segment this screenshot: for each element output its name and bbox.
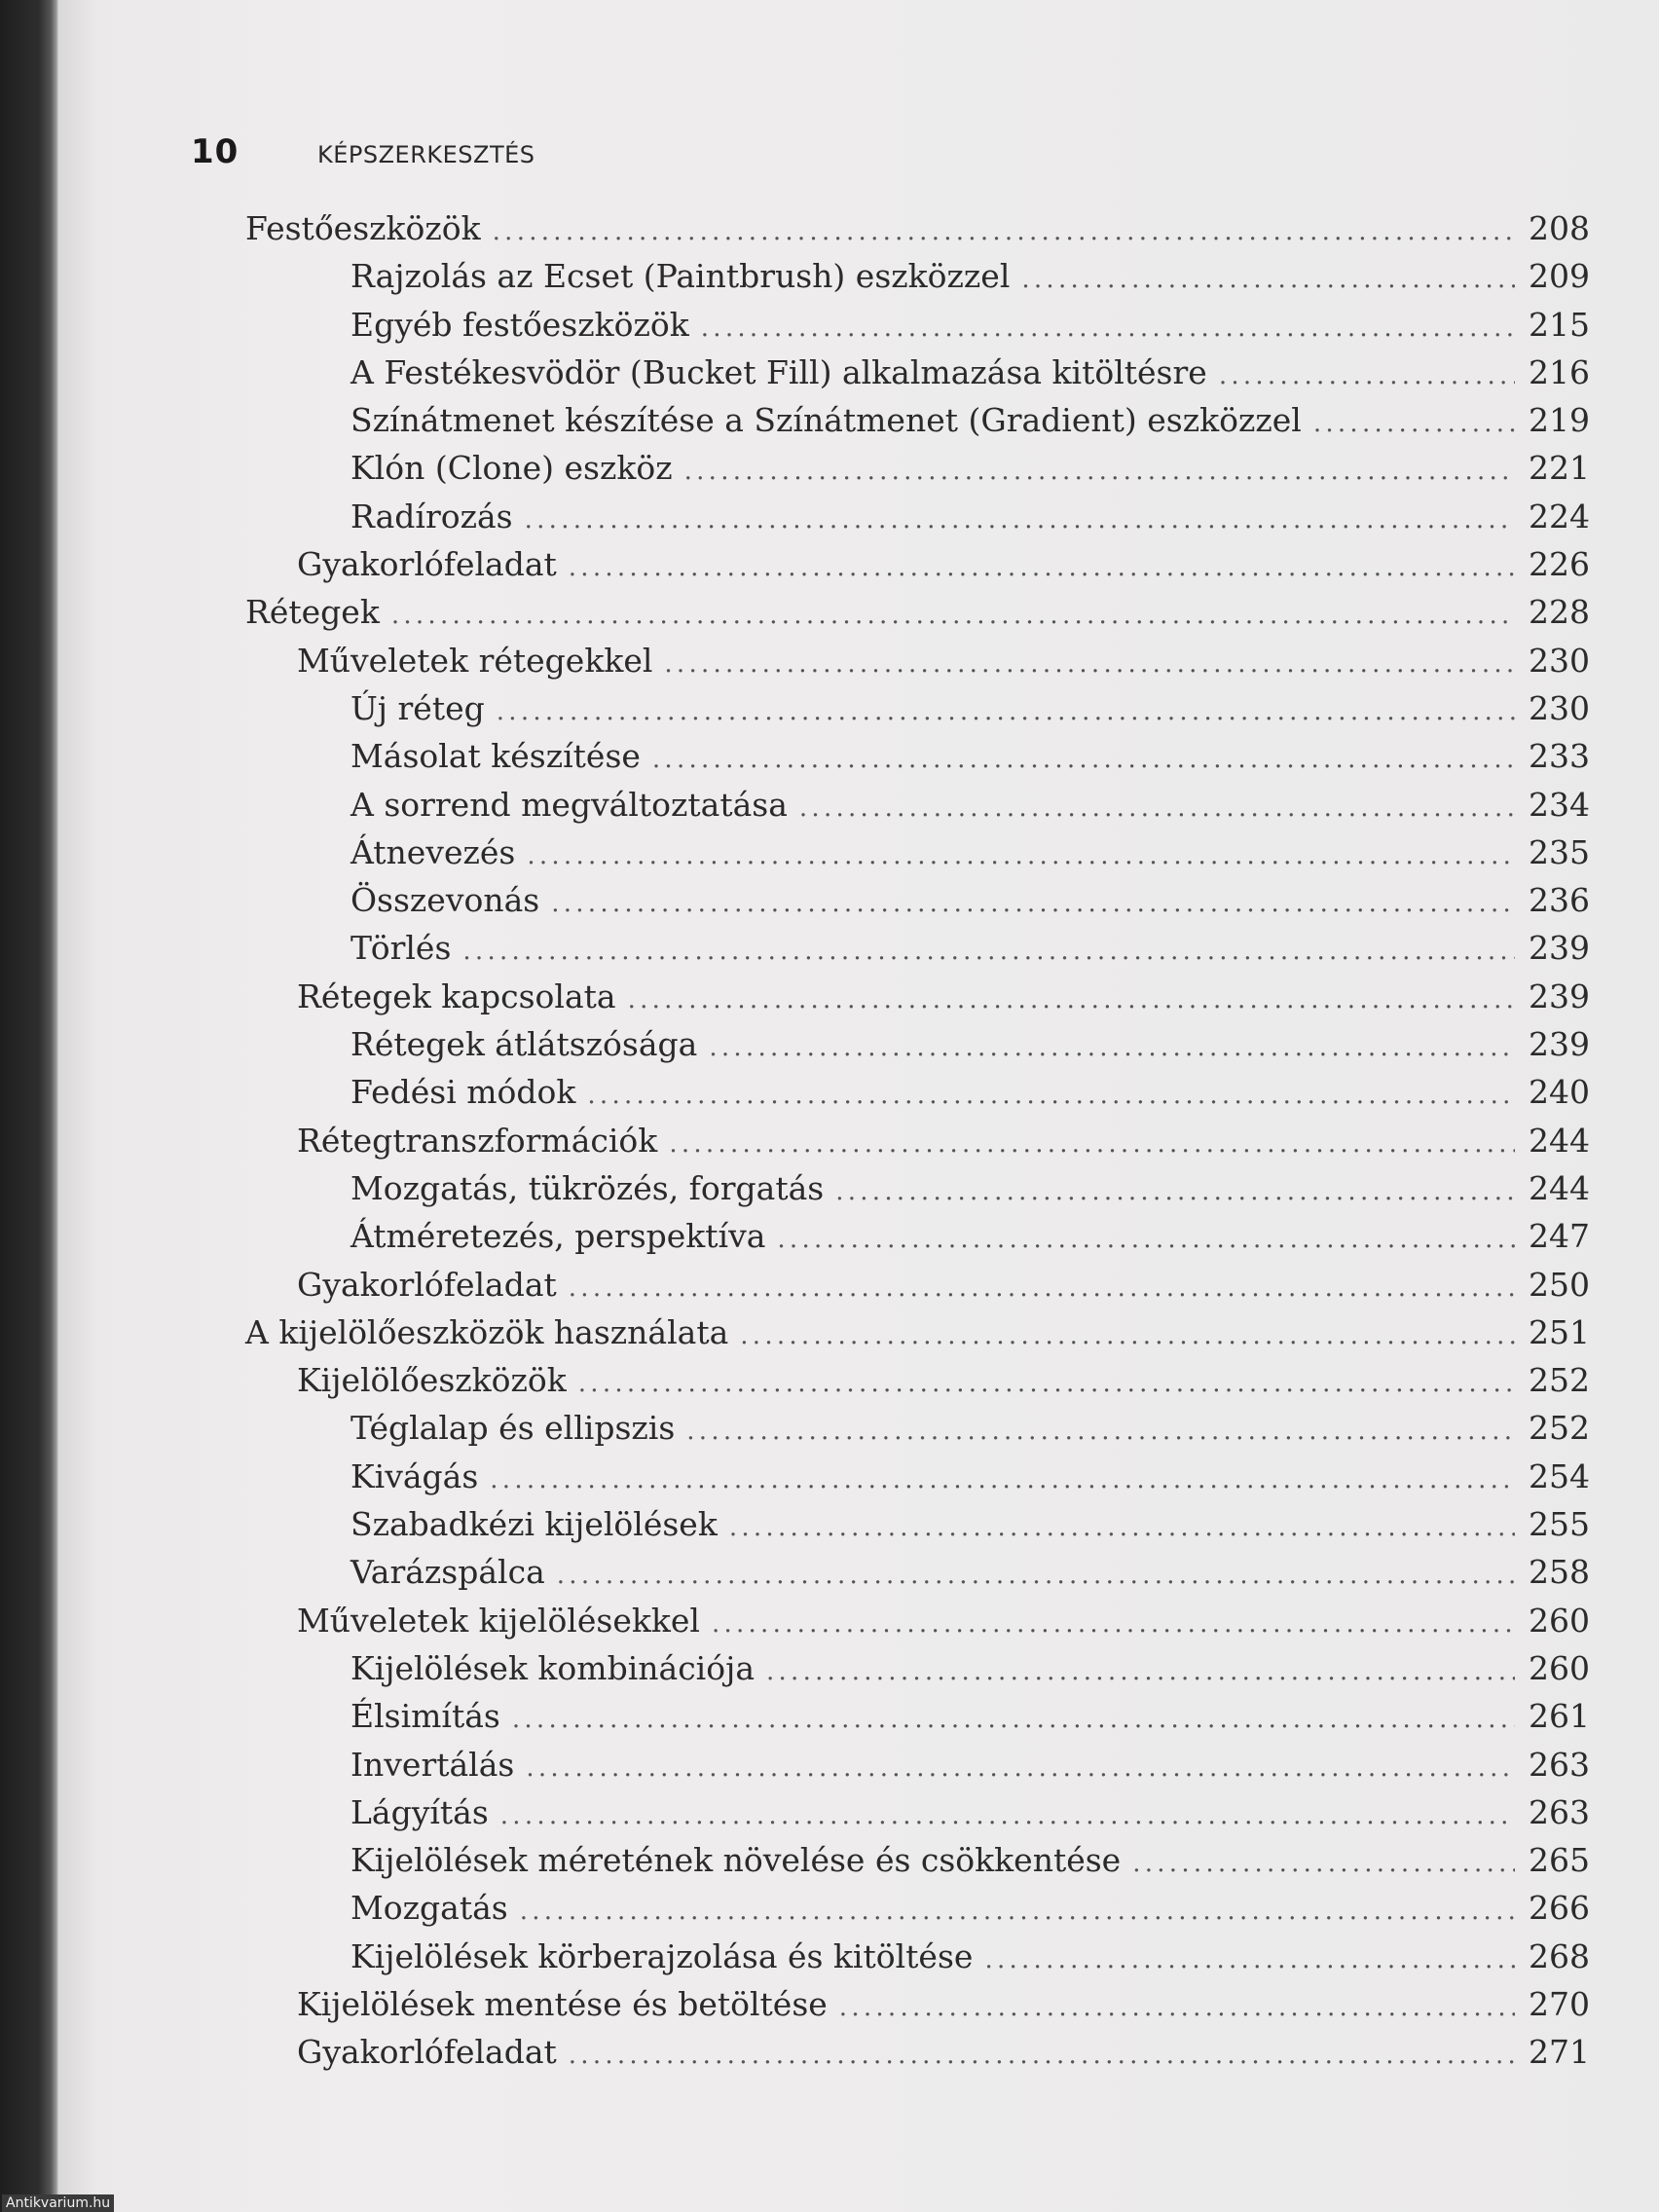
toc-entry (187, 1404, 1589, 1452)
toc-leader-dots (712, 1601, 1515, 1648)
toc-entry-page: 235 (1529, 832, 1590, 871)
toc-entry-page: 230 (1529, 688, 1590, 727)
toc-entry-title: Rétegtranszformációk (297, 1121, 658, 1160)
toc-entry (187, 732, 1589, 780)
toc-entry-page: 209 (1529, 257, 1590, 296)
toc-leader-dots (766, 1648, 1515, 1696)
toc-entry (187, 829, 1589, 876)
toc-entry-page: 263 (1529, 1792, 1590, 1831)
toc-entry-page: 239 (1529, 1025, 1590, 1064)
toc-entry-title: Mozgatás (350, 1889, 508, 1928)
toc-entry (187, 876, 1589, 924)
toc-leader-dots (526, 1745, 1515, 1792)
toc-entry-title: Festőeszközök (245, 209, 481, 247)
toc-entry (187, 1933, 1589, 1980)
toc-leader-dots (569, 1265, 1515, 1312)
toc-entry-title: Egyéb festőeszközök (350, 305, 689, 344)
toc-entry (187, 540, 1589, 588)
toc-leader-dots (777, 1216, 1515, 1264)
toc-entry-page: 270 (1529, 1984, 1590, 2023)
toc-entry-title: Rétegek átlátszósága (350, 1025, 698, 1064)
toc-leader-dots (686, 1408, 1515, 1456)
toc-entry (187, 204, 1589, 252)
toc-leader-dots (569, 2032, 1515, 2080)
page-header (191, 132, 535, 175)
toc-entry (187, 1836, 1589, 1884)
toc-entry-page: 255 (1529, 1505, 1590, 1544)
toc-entry-title: Gyakorlófeladat (297, 2033, 557, 2072)
toc-entry (187, 301, 1589, 349)
toc-leader-dots (512, 1696, 1515, 1744)
toc-entry-page: 254 (1529, 1456, 1590, 1495)
watermark-text: Antikvarium.hu (2, 2194, 114, 2212)
toc-entry-title: Lágyítás (350, 1792, 489, 1831)
toc-leader-dots (587, 1072, 1515, 1120)
toc-entry-title: Másolat készítése (350, 737, 641, 776)
toc-entry-page: 250 (1529, 1265, 1590, 1304)
toc-entry-title: Törlés (350, 929, 452, 968)
toc-entry-title: Kijelölések mentése és betöltése (297, 1984, 828, 2023)
toc-entry-page: 263 (1529, 1745, 1590, 1784)
toc-entry (187, 1741, 1589, 1788)
toc-entry-page: 215 (1529, 305, 1590, 344)
toc-entry-title: Műveletek kijelölésekkel (297, 1601, 700, 1640)
toc-leader-dots (664, 641, 1515, 688)
toc-leader-dots (527, 832, 1515, 880)
toc-entry (187, 1068, 1589, 1116)
toc-leader-dots (391, 592, 1515, 640)
toc-leader-dots (709, 1024, 1515, 1072)
toc-entry (187, 1117, 1589, 1164)
toc-entry-page: 236 (1529, 881, 1590, 920)
toc-entry (187, 1356, 1589, 1404)
toc-entry-page: 230 (1529, 641, 1590, 680)
toc-entry-title: A kijelölőeszközök használata (245, 1312, 729, 1351)
toc-leader-dots (652, 736, 1515, 784)
toc-entry (187, 781, 1589, 829)
toc-entry-title: Mozgatás, tükrözés, forgatás (350, 1168, 825, 1207)
toc-entry-title: Kijelölőeszközök (297, 1361, 567, 1400)
toc-entry-title: Új réteg (350, 688, 485, 727)
toc-entry-title: Összevonás (350, 881, 540, 920)
toc-entry-page: 268 (1529, 1936, 1590, 1975)
toc-entry (187, 1261, 1589, 1309)
toc-entry-title: Rétegek (245, 593, 380, 632)
toc-leader-dots (520, 1888, 1515, 1936)
running-title: KÉPSZERKESZTÉS (317, 141, 535, 168)
toc-leader-dots (628, 977, 1515, 1024)
toc-entry (187, 2028, 1589, 2076)
toc-entry (187, 444, 1589, 492)
toc-entry-page: 224 (1529, 497, 1590, 535)
toc-entry-page: 233 (1529, 737, 1590, 776)
toc-entry-page: 252 (1529, 1409, 1590, 1448)
toc-leader-dots (462, 928, 1515, 976)
toc-entry-title: Szabadkézi kijelölések (350, 1505, 718, 1544)
toc-entry (187, 1020, 1589, 1068)
toc-entry (187, 1453, 1589, 1500)
toc-entry (187, 493, 1589, 540)
toc-entry (187, 1597, 1589, 1644)
toc-leader-dots (525, 497, 1515, 544)
toc-entry (187, 1309, 1589, 1356)
toc-entry-page: 226 (1529, 545, 1590, 584)
toc-entry (187, 1500, 1589, 1548)
toc-leader-dots (551, 880, 1515, 928)
toc-entry-title: Gyakorlófeladat (297, 1265, 557, 1304)
toc-entry (187, 1788, 1589, 1836)
toc-leader-dots (490, 1456, 1515, 1504)
toc-entry-page: 260 (1529, 1601, 1590, 1640)
toc-leader-dots (500, 1792, 1515, 1840)
toc-entry-title: Varázspálca (350, 1553, 545, 1592)
toc-entry-title: Élsimítás (350, 1697, 500, 1736)
toc-entry-title: Kijelölések kombinációja (350, 1648, 755, 1687)
toc-entry-page: 252 (1529, 1361, 1590, 1400)
toc-leader-dots (1313, 400, 1515, 448)
toc-entry-title: Invertálás (350, 1745, 515, 1784)
toc-leader-dots (1021, 256, 1515, 304)
toc-entry-page: 240 (1529, 1073, 1590, 1112)
toc-entry-title: Téglalap és ellipszis (350, 1409, 676, 1448)
toc-entry-page: 266 (1529, 1889, 1590, 1928)
toc-entry (187, 1644, 1589, 1692)
toc-entry (187, 252, 1589, 300)
toc-leader-dots (569, 544, 1515, 592)
toc-entry (187, 1884, 1589, 1932)
toc-leader-dots (497, 688, 1515, 736)
toc-entry (187, 637, 1589, 684)
toc-entry-page: 261 (1529, 1697, 1590, 1736)
toc-entry-title: Átnevezés (350, 832, 516, 871)
toc-entry-title: Klón (Clone) eszköz (350, 449, 673, 488)
toc-entry-page: 216 (1529, 352, 1590, 391)
toc-entry-title: Kijelölések körberajzolása és kitöltése (350, 1936, 974, 1975)
toc-entry (187, 588, 1589, 636)
toc-leader-dots (984, 1936, 1515, 1984)
book-spine-edge (0, 0, 58, 2212)
toc-entry-page: 265 (1529, 1841, 1590, 1880)
toc-entry-page: 251 (1529, 1312, 1590, 1351)
toc-entry (187, 349, 1589, 396)
table-of-contents (187, 204, 1589, 2077)
toc-entry-page: 239 (1529, 929, 1590, 968)
toc-entry (187, 973, 1589, 1020)
toc-leader-dots (799, 785, 1515, 832)
toc-leader-dots (493, 208, 1515, 256)
toc-entry-title: Kivágás (350, 1456, 479, 1495)
toc-entry-title: Műveletek rétegekkel (297, 641, 653, 680)
toc-entry (187, 1980, 1589, 2028)
toc-leader-dots (729, 1504, 1515, 1552)
toc-entry-page: 260 (1529, 1648, 1590, 1687)
toc-entry-title: Kijelölések méretének növelése és csökkentése (350, 1841, 1122, 1880)
toc-entry-title: Színátmenet készítése a Színátmenet (Gradient) eszközzel (350, 401, 1302, 440)
toc-entry-page: 271 (1529, 2033, 1590, 2072)
toc-leader-dots (740, 1312, 1515, 1360)
toc-entry (187, 1164, 1589, 1212)
toc-entry-title: Átméretezés, perspektíva (350, 1217, 766, 1256)
toc-entry-page: 234 (1529, 785, 1590, 824)
toc-entry-title: A Festékesvödör (Bucket Fill) alkalmazása kitöltésre (350, 352, 1207, 391)
toc-leader-dots (1219, 352, 1515, 400)
page-number: 10 (191, 132, 240, 171)
toc-entry-page: 221 (1529, 449, 1590, 488)
toc-leader-dots (578, 1360, 1515, 1408)
toc-leader-dots (1132, 1840, 1515, 1888)
toc-entry (187, 1548, 1589, 1596)
toc-entry-title: Radírozás (350, 497, 513, 535)
toc-entry-page: 208 (1529, 209, 1590, 247)
toc-leader-dots (669, 1121, 1515, 1168)
toc-entry-page: 228 (1529, 593, 1590, 632)
toc-entry-page: 244 (1529, 1121, 1590, 1160)
toc-entry-title: A sorrend megváltoztatása (350, 785, 788, 824)
toc-entry-page: 244 (1529, 1168, 1590, 1207)
toc-leader-dots (839, 1984, 1515, 2032)
toc-entry (187, 1212, 1589, 1260)
toc-entry (187, 684, 1589, 732)
toc-entry-page: 247 (1529, 1217, 1590, 1256)
toc-entry-title: Rajzolás az Ecset (Paintbrush) eszközzel (350, 257, 1011, 296)
toc-entry (187, 1692, 1589, 1740)
toc-entry (187, 924, 1589, 972)
toc-leader-dots (835, 1168, 1515, 1216)
toc-leader-dots (557, 1552, 1515, 1600)
toc-entry-title: Fedési módok (350, 1073, 576, 1112)
toc-entry-page: 219 (1529, 401, 1590, 440)
toc-leader-dots (684, 448, 1515, 496)
toc-entry-title: Rétegek kapcsolata (297, 977, 616, 1015)
toc-entry (187, 396, 1589, 444)
toc-entry-page: 239 (1529, 977, 1590, 1015)
toc-entry-title: Gyakorlófeladat (297, 545, 557, 584)
toc-leader-dots (701, 305, 1515, 352)
toc-entry-page: 258 (1529, 1553, 1590, 1592)
